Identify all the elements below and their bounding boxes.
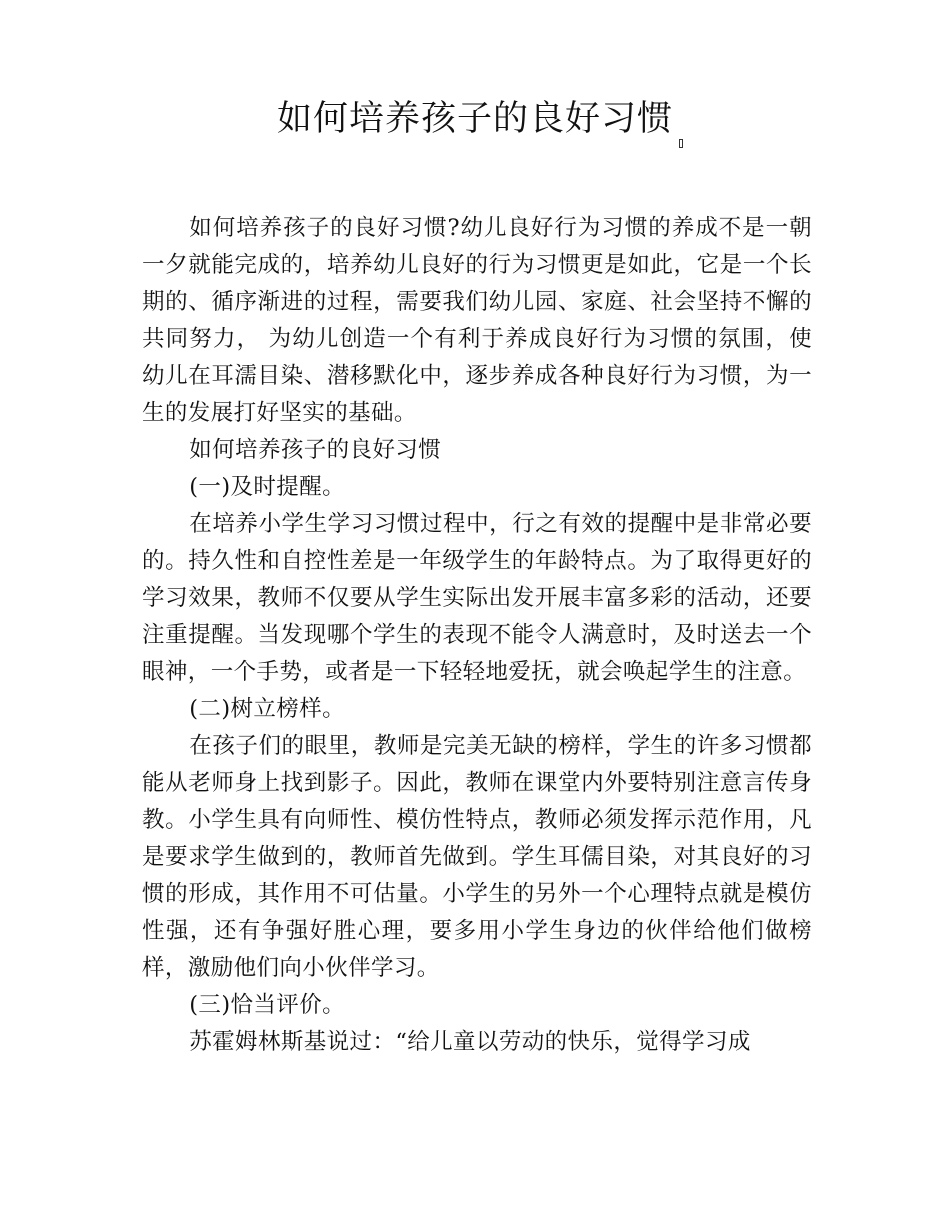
text-cursor-marker <box>679 139 683 148</box>
paragraph-1: 在培养小学生学习习惯过程中，行之有效的提醒中是非常必要的。持久性和自控性差是一年级学生的年龄特点。为了取得更好的学习效果，教师不仅要从学生实际出发开展丰富多彩的活动，还要注重提醒。当发现哪个学生的表现不能令人满意时，及时送去一个眼神，一个手势，或者是一下轻轻地爱抚，就会唤起学生的注意。 <box>142 511 812 685</box>
subheading-2: (二)树立榜样。 <box>189 696 346 722</box>
subheading-1: (一)及时提醒。 <box>189 474 346 500</box>
intro-paragraph: 如何培养孩子的良好习惯?幼儿良好行为习惯的养成不是一朝一夕就能完成的，培养幼儿良好的行为习惯更是如此，它是一个长期的、循序渐进的过程，需要我们幼儿园、家庭、社会坚持不懈的共同努力， 为幼儿创造一个有利于养成良好行为习惯的氛围，使幼儿在耳濡目染、潜移默化中，逐步养成各种良好行为习惯，为一生的发展打好坚实的基础。 <box>142 215 812 426</box>
document-body <box>142 210 812 1061</box>
paragraph-2: 在孩子们的眼里，教师是完美无缺的榜样，学生的许多习惯都能从老师身上找到影子。因此，教师在课堂内外要特别注意言传身教。小学生具有向师性、模仿性特点，教师必须发挥示范作用，凡是要求学生做到的，教师首先做到。学生耳儒目染，对其良好的习惯的形成，其作用不可估量。小学生的另外一个心理特点就是模仿性强，还有争强好胜心理，要多用小学生身边的伙伴给他们做榜样，激励他们向小伙伴学习。 <box>142 733 812 981</box>
document-title: 如何培养孩子的良好习惯 <box>276 99 673 139</box>
paragraph-3: 苏霍姆林斯基说过：“给儿童以劳动的快乐，觉得学习成 <box>189 1029 751 1055</box>
subheading-3: (三)恰当评价。 <box>189 992 346 1018</box>
section-heading: 如何培养孩子的良好习惯 <box>189 437 442 463</box>
